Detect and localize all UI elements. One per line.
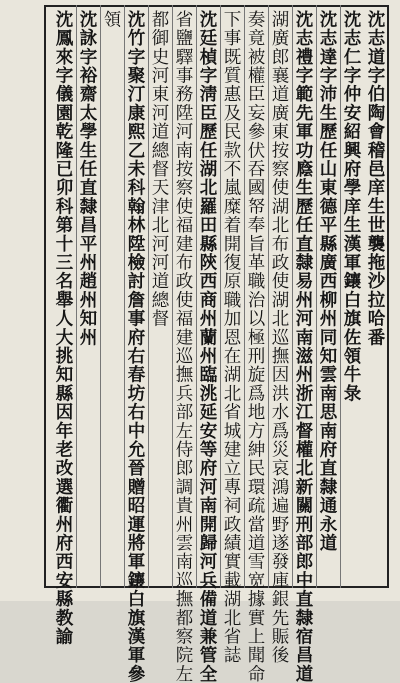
text-column-3: 沈志達字沛生歷任山東德平縣廣西柳州同知雲南思南府直隸通永道 [317,10,337,553]
text-column-10: 都御史河東河道總督天津北河河道總督 [149,10,169,328]
text-column-12: 領 [101,10,121,29]
text-column-8: 沈廷楨字淸臣歷任湖北羅田縣陝西商州蘭州臨洮延安等府河南開歸河兵備道兼管全 [197,10,217,683]
text-column-13: 沈詠字裕齋太學生任直隸昌平州趙州知州 [77,10,97,347]
text-column-9: 省鹽驛事務陞河南按察使福建布政使福建巡撫兵部左侍郎調貴州雲南巡撫都察院左 [173,10,193,683]
text-column-5: 湖廣郎襄道廣東按察使湖北布政使湖北巡撫因洪水爲災哀鴻遍野遂發庫銀先賑後 [269,10,289,665]
text-column-11: 沈竹字聚汀康熙乙未科翰林陞檢討詹事府右春坊右中允晉贈昭運將軍鑲白旗漢軍參 [125,10,145,683]
text-column-1: 沈志道字伯陶會稽邑庠生世襲拖沙拉哈番 [365,10,385,347]
text-column-6: 奏竟被權臣妄參伏吞國帑奉旨革職治以極刑旋爲地方紳民環疏當道雪宽據實上聞命 [245,10,265,683]
text-column-2: 沈志仁字仲安紹興府學庠生漢軍鑲白旗佐領牛彔 [341,10,361,403]
column-rule [100,5,101,588]
text-column-14: 沈鳳來字儀園乾隆已卯科第十三名舉人大挑知縣因年老改選衢州府西安縣教諭 [53,10,73,646]
text-column-7: 下事既質惠及民款不嵐糜着開復原職加恩在湖北省城建立專祠政績實載湖北省誌 [221,10,241,665]
text-column-4: 沈志禮字範先軍功廕生歷任直隸易州河南滋州浙江督權北新關刑部郎中直隸宿昌道 [293,10,313,683]
